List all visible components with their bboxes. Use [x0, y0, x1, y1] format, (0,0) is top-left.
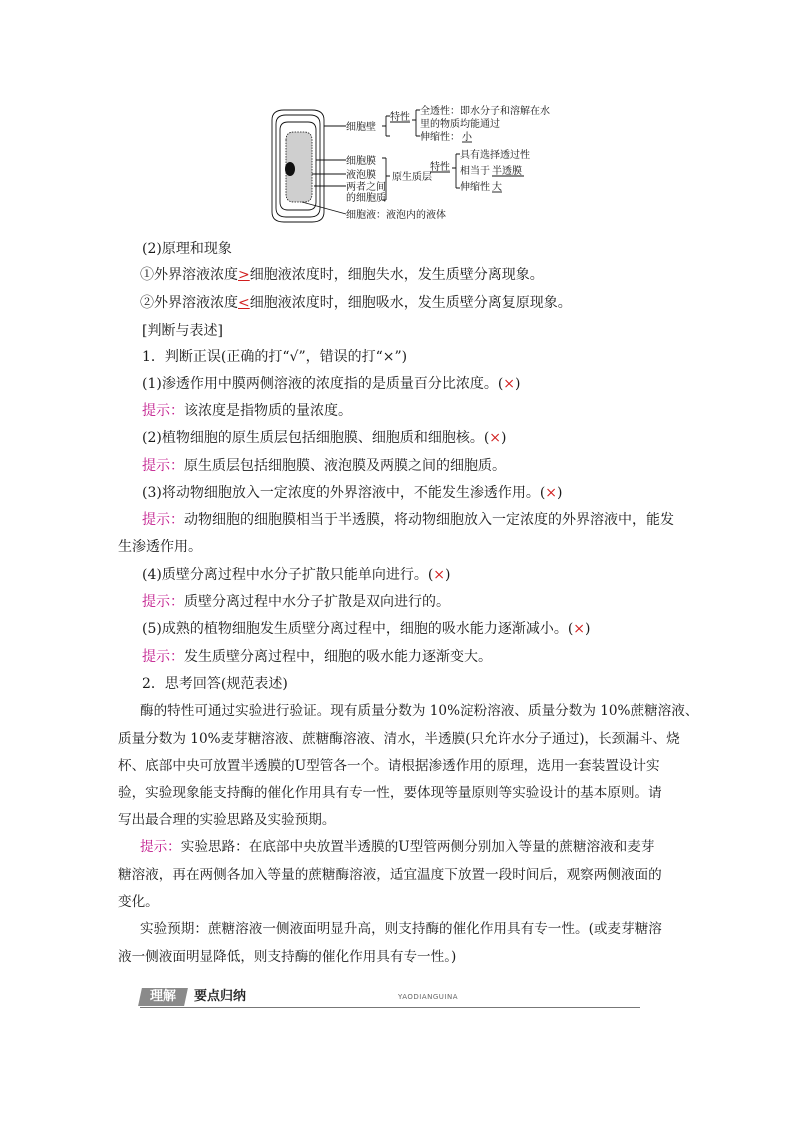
tip-label: 提示：: [142, 403, 184, 419]
section-banner: [140, 986, 640, 1008]
principle-2: [140, 294, 572, 312]
q1-mark: ×: [503, 376, 516, 392]
label-cell-membrane: 细胞膜: [346, 156, 376, 167]
label-large: 大: [492, 182, 502, 193]
label-cell-sap: 细胞液：液泡内的液体: [346, 210, 446, 221]
brace-property: [412, 110, 420, 136]
tip-1: [142, 402, 352, 420]
banner-tag: [138, 988, 188, 1006]
label-selective: 具有选择透过性: [460, 150, 530, 161]
question-3: [142, 484, 563, 502]
label-semi-membrane: 半透膜: [492, 166, 522, 177]
question-4: [142, 566, 451, 584]
banner-rule: [140, 1007, 640, 1008]
label-small: 小: [462, 132, 472, 143]
label-equivalent: 相当于: [460, 166, 490, 177]
tip-5: [142, 648, 492, 666]
tip-6-text-a: 实验思路：在底部中央放置半透膜的U型管两侧分别加入等量的蔗糖溶液和麦芽: [180, 839, 655, 855]
q4-mark: ×: [433, 567, 446, 583]
q2-text: (2)植物细胞的原生质层包括细胞膜、细胞质和细胞核。(: [142, 430, 490, 446]
label-property-2: 特性: [430, 162, 450, 173]
q3-text: (3)将动物细胞放入一定浓度的外界溶液中，不能发生渗透作用。(: [142, 485, 546, 501]
p1-text-a: ①外界溶液浓度: [140, 267, 238, 283]
p1-symbol: >: [238, 267, 250, 283]
banner-tag-text: 理解: [149, 989, 176, 1004]
q2-mark: ×: [489, 430, 502, 446]
banner-pinyin: YAODIANGUINA: [398, 993, 459, 1001]
q5-mark: ×: [573, 621, 586, 637]
p2-text-b: 细胞液浓度时，细胞吸水，发生质壁分离复原现象。: [249, 295, 572, 311]
tip-label: 提示：: [140, 839, 181, 855]
tip-label: 提示：: [142, 649, 184, 665]
tip-4: [142, 593, 450, 611]
prediction-line-2: 液一侧液面明显降低，则支持酶的催化作用具有专一性。): [118, 949, 457, 965]
q4-end: ): [445, 567, 451, 583]
q2-end: ): [501, 430, 507, 446]
label-vacuole-membrane: 液泡膜: [346, 170, 376, 181]
label-stretch-proto: 伸缩性: [460, 182, 490, 193]
prediction-line-1: 实验预期：蔗糖溶液一侧液面明显升高，则支持酶的催化作用具有专一性。(或麦芽糖溶: [140, 921, 662, 937]
brace-wall: [382, 116, 390, 136]
label-between-1: 两者之间: [346, 182, 386, 193]
tip-3-text-a: 动物细胞的细胞膜相当于半透膜，将动物细胞放入一定浓度的外界溶液中，能发: [184, 512, 674, 528]
banner-title: 要点归纳: [194, 989, 247, 1004]
para-line-1: 酶的特性可通过实验进行验证。现有质量分数为 10%淀粉溶液、质量分数为 10%蔗糖溶液、: [140, 703, 699, 719]
p2-text-a: ②外界溶液浓度: [140, 295, 238, 311]
tip-2-text: 原生质层包括细胞膜、液泡膜及两膜之间的细胞质。: [184, 458, 506, 474]
tip-6: [140, 838, 654, 856]
judge-title: 1．判断正误(正确的打“√”，错误的打“×”): [142, 349, 408, 365]
para-line-2: 质量分数为 10%麦芽糖溶液、蔗糖酶溶液、清水，半透膜(只允许水分子通过)，长颈漏斗、烧: [118, 731, 680, 747]
judge-header: [判断与表述]: [142, 323, 223, 339]
label-protoplast-layer: 原生质层: [392, 172, 432, 183]
tip-3-cont: 生渗透作用。: [118, 539, 202, 555]
question-5: [142, 620, 591, 638]
question-2: [142, 429, 507, 447]
q3-end: ): [557, 485, 563, 501]
q1-end: ): [515, 376, 521, 392]
cell-structure-figure: [262, 102, 562, 228]
tip-3: [142, 511, 674, 529]
para-line-3: 杯、底部中央可放置半透膜的U型管各一个。请根据渗透作用的原理，选用一套装置设计实: [118, 758, 660, 774]
q5-text: (5)成熟的植物细胞发生质壁分离过程中，细胞的吸水能力逐渐减小。(: [142, 621, 574, 637]
plant-cell-diagram: [262, 102, 562, 228]
para-line-4: 验，实验现象能支持酶的催化作用具有专一性，要体现等量原则等实验设计的基本原则。请: [118, 785, 662, 801]
question-1: [142, 375, 521, 393]
nucleus-shape: [285, 162, 295, 176]
label-stretch-wall: 伸缩性：: [420, 132, 460, 143]
tip-2: [142, 457, 506, 475]
tip-1-text: 该浓度是指物质的量浓度。: [184, 403, 352, 419]
para-line-5: 写出最合理的实验思路及实验预期。: [118, 812, 336, 828]
tip-6-line-2: 糖溶液，再在两侧各加入等量的蔗糖酶溶液，适宜温度下放置一段时间后，观察两侧液面的: [118, 867, 662, 883]
tip-6-line-3: 变化。: [118, 894, 159, 910]
q4-text: (4)质壁分离过程中水分子扩散只能单向进行。(: [142, 567, 434, 583]
tip-label: 提示：: [142, 594, 184, 610]
principle-1: [140, 266, 544, 284]
label-full-permeability-2: 里的物质均能通过: [420, 119, 500, 130]
p2-symbol: <: [238, 295, 250, 311]
principle-title: (2)原理和现象: [142, 241, 232, 257]
label-cell-wall: 细胞壁: [346, 122, 376, 133]
p1-text-b: 细胞液浓度时，细胞失水，发生质壁分离现象。: [249, 267, 544, 283]
think-title: 2．思考回答(规范表述): [142, 676, 288, 692]
label-between-2: 的细胞质: [346, 193, 386, 204]
tip-label: 提示：: [142, 458, 184, 474]
label-property: 特性: [390, 112, 410, 123]
q5-end: ): [585, 621, 591, 637]
q3-mark: ×: [545, 485, 558, 501]
tip-label: 提示：: [142, 512, 184, 528]
brace-property-2: [452, 154, 460, 188]
tip-5-text: 发生质壁分离过程中，细胞的吸水能力逐渐变大。: [184, 649, 492, 665]
tip-4-text: 质壁分离过程中水分子扩散是双向进行的。: [184, 594, 450, 610]
q1-text: (1)渗透作用中膜两侧溶液的浓度指的是质量百分比浓度。(: [142, 376, 504, 392]
label-full-permeability: 全透性：即水分子和溶解在水: [420, 106, 550, 117]
